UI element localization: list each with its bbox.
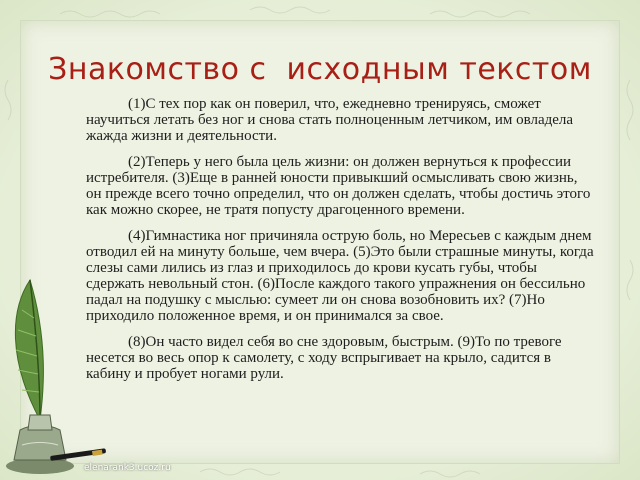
source-text	[86, 96, 594, 392]
paragraph-text: (8)Он часто видел себя во сне здоровым, быстрым. (9)То по тревоге несется во весь опор к самолету, с ходу вспрыгивает на крыло, садится в кабину и пробует ногами рули.	[86, 334, 562, 382]
paragraph-1	[86, 96, 594, 144]
paragraph-text: (1)С тех пор как он поверил, что, ежедневно тренируясь, сможет научиться летать без ног и снова стать полноценным летчиком, им овладела жажда жизни и деятельности.	[86, 96, 574, 144]
quill-inkwell-decoration	[0, 270, 110, 480]
paragraph-4	[86, 334, 594, 382]
paragraph-text: (2)Теперь у него была цель жизни: он должен вернуться к профессии истребителя. (3)Еще в ранней юности привыкший осмысливать свою жизнь, он прежде всего точно определил, что он должен сделать, чтобы достичь этого как можно скорее, не тратя попусту драгоценного времени.	[86, 154, 591, 218]
footer-source: elenarank3.ucoz.ru	[84, 463, 171, 473]
page-title: Знакомство с исходным текстом	[48, 52, 592, 87]
quill-icon	[15, 280, 43, 420]
paragraph-text: (4)Гимнастика ног причиняла острую боль, но Мересьев с каждым днем отводил ей на минуту больше, чем вчера. (5)Это были страшные минуты, когда слезы сами лились из глаз и приходилось до крови кусать губы, чтобы сдержать невольный стон. (6)После каждого такого упражнения он бессильно падал на подушку с мыслью: сумеет ли он снова возобновить их? (7)Но приходило положенное время, и он принимался за свое.	[86, 228, 594, 324]
inkwell-icon	[6, 415, 74, 474]
paragraph-3	[86, 228, 594, 324]
paragraph-2	[86, 154, 594, 218]
